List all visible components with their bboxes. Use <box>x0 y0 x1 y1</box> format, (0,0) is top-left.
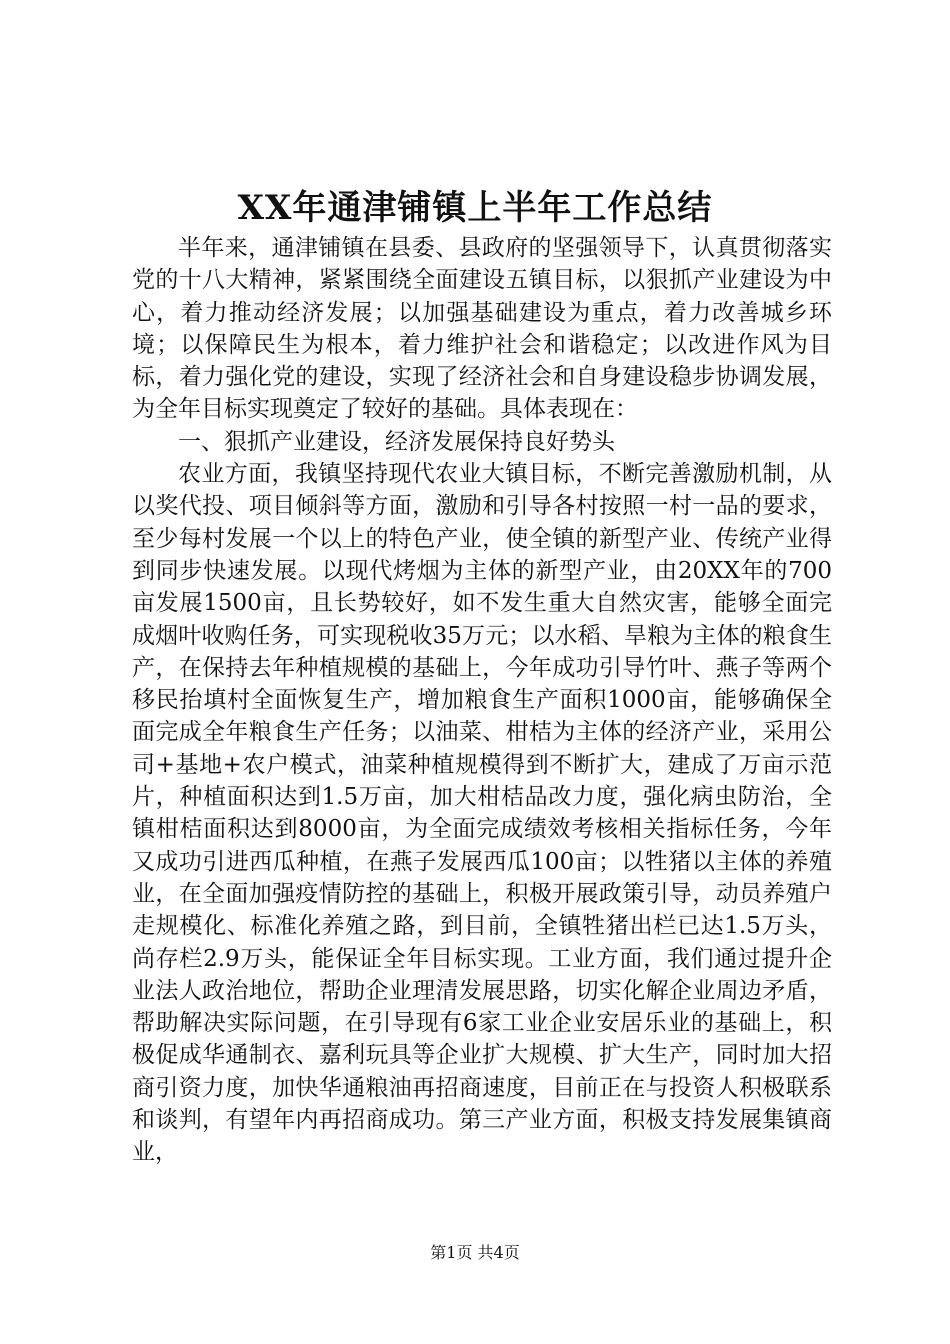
document-body <box>132 232 832 1169</box>
body-paragraph: 农业方面，我镇坚持现代农业大镇目标，不断完善激励机制，从以奖代投、项目倾斜等方面，激励和引导各村按照一村一品的要求，至少每村发展一个以上的特色产业，使全镇的新型产业、传统产业得到同步快速发展。以现代烤烟为主体的新型产业，由20XX年的700亩发展1500亩，且长势较好，如不发生重大自然灾害，能够全面完成烟叶收购任务，可实现税收35万元；以水稻、旱粮为主体的粮食生产，在保持去年种植规模的基础上，今年成功引导竹叶、燕子等两个移民抬填村全面恢复生产，增加粮食生产面积1000亩，能够确保全面完成全年粮食生产任务；以油菜、柑桔为主体的经济产业，采用公司+基地+农户模式，油菜种植规模得到不断扩大，建成了万亩示范片，种植面积达到1.5万亩，加大柑桔品改力度，强化病虫防治，全镇柑桔面积达到8000亩，为全面完成绩效考核相关指标任务，今年又成功引进西瓜种植，在燕子发展西瓜100亩；以牲猪以主体的养殖业，在全面加强疫情防控的基础上，积极开展政策引导，动员养殖户走规模化、标准化养殖之路，到目前，全镇牲猪出栏已达1.5万头，尚存栏2.9万头，能保证全年目标实现。工业方面，我们通过提升企业法人政治地位，帮助企业理清发展思路，切实化解企业周边矛盾，帮助解决实际问题，在引导现有6家工业企业安居乐业的基础上，积极促成华通制衣、嘉利玩具等企业扩大规模、扩大生产，同时加大招商引资力度，加快华通粮油再招商速度，目前正在与投资人积极联系和谈判，有望年内再招商成功。第三产业方面，积极支持发展集镇商业， <box>132 461 832 1166</box>
document-title: XX年通津铺镇上半年工作总结 <box>237 188 713 228</box>
intro-paragraph: 半年来，通津铺镇在县委、县政府的坚强领导下，认真贯彻落实党的十八大精神，紧紧围绕全面建设五镇目标，以狠抓产业建设为中心，着力推动经济发展；以加强基础建设为重点，着力改善城乡环境；以保障民生为根本，着力维护社会和谐稳定；以改进作风为目标，着力强化党的建设，实现了经济社会和自身建设稳步协调发展，为全年目标实现奠定了较好的基础。具体表现在： <box>132 235 832 423</box>
section-heading: 一、狠抓产业建设，经济发展保持良好势头 <box>178 428 615 455</box>
page-number-footer: 第1页 共4页 <box>430 1243 520 1262</box>
